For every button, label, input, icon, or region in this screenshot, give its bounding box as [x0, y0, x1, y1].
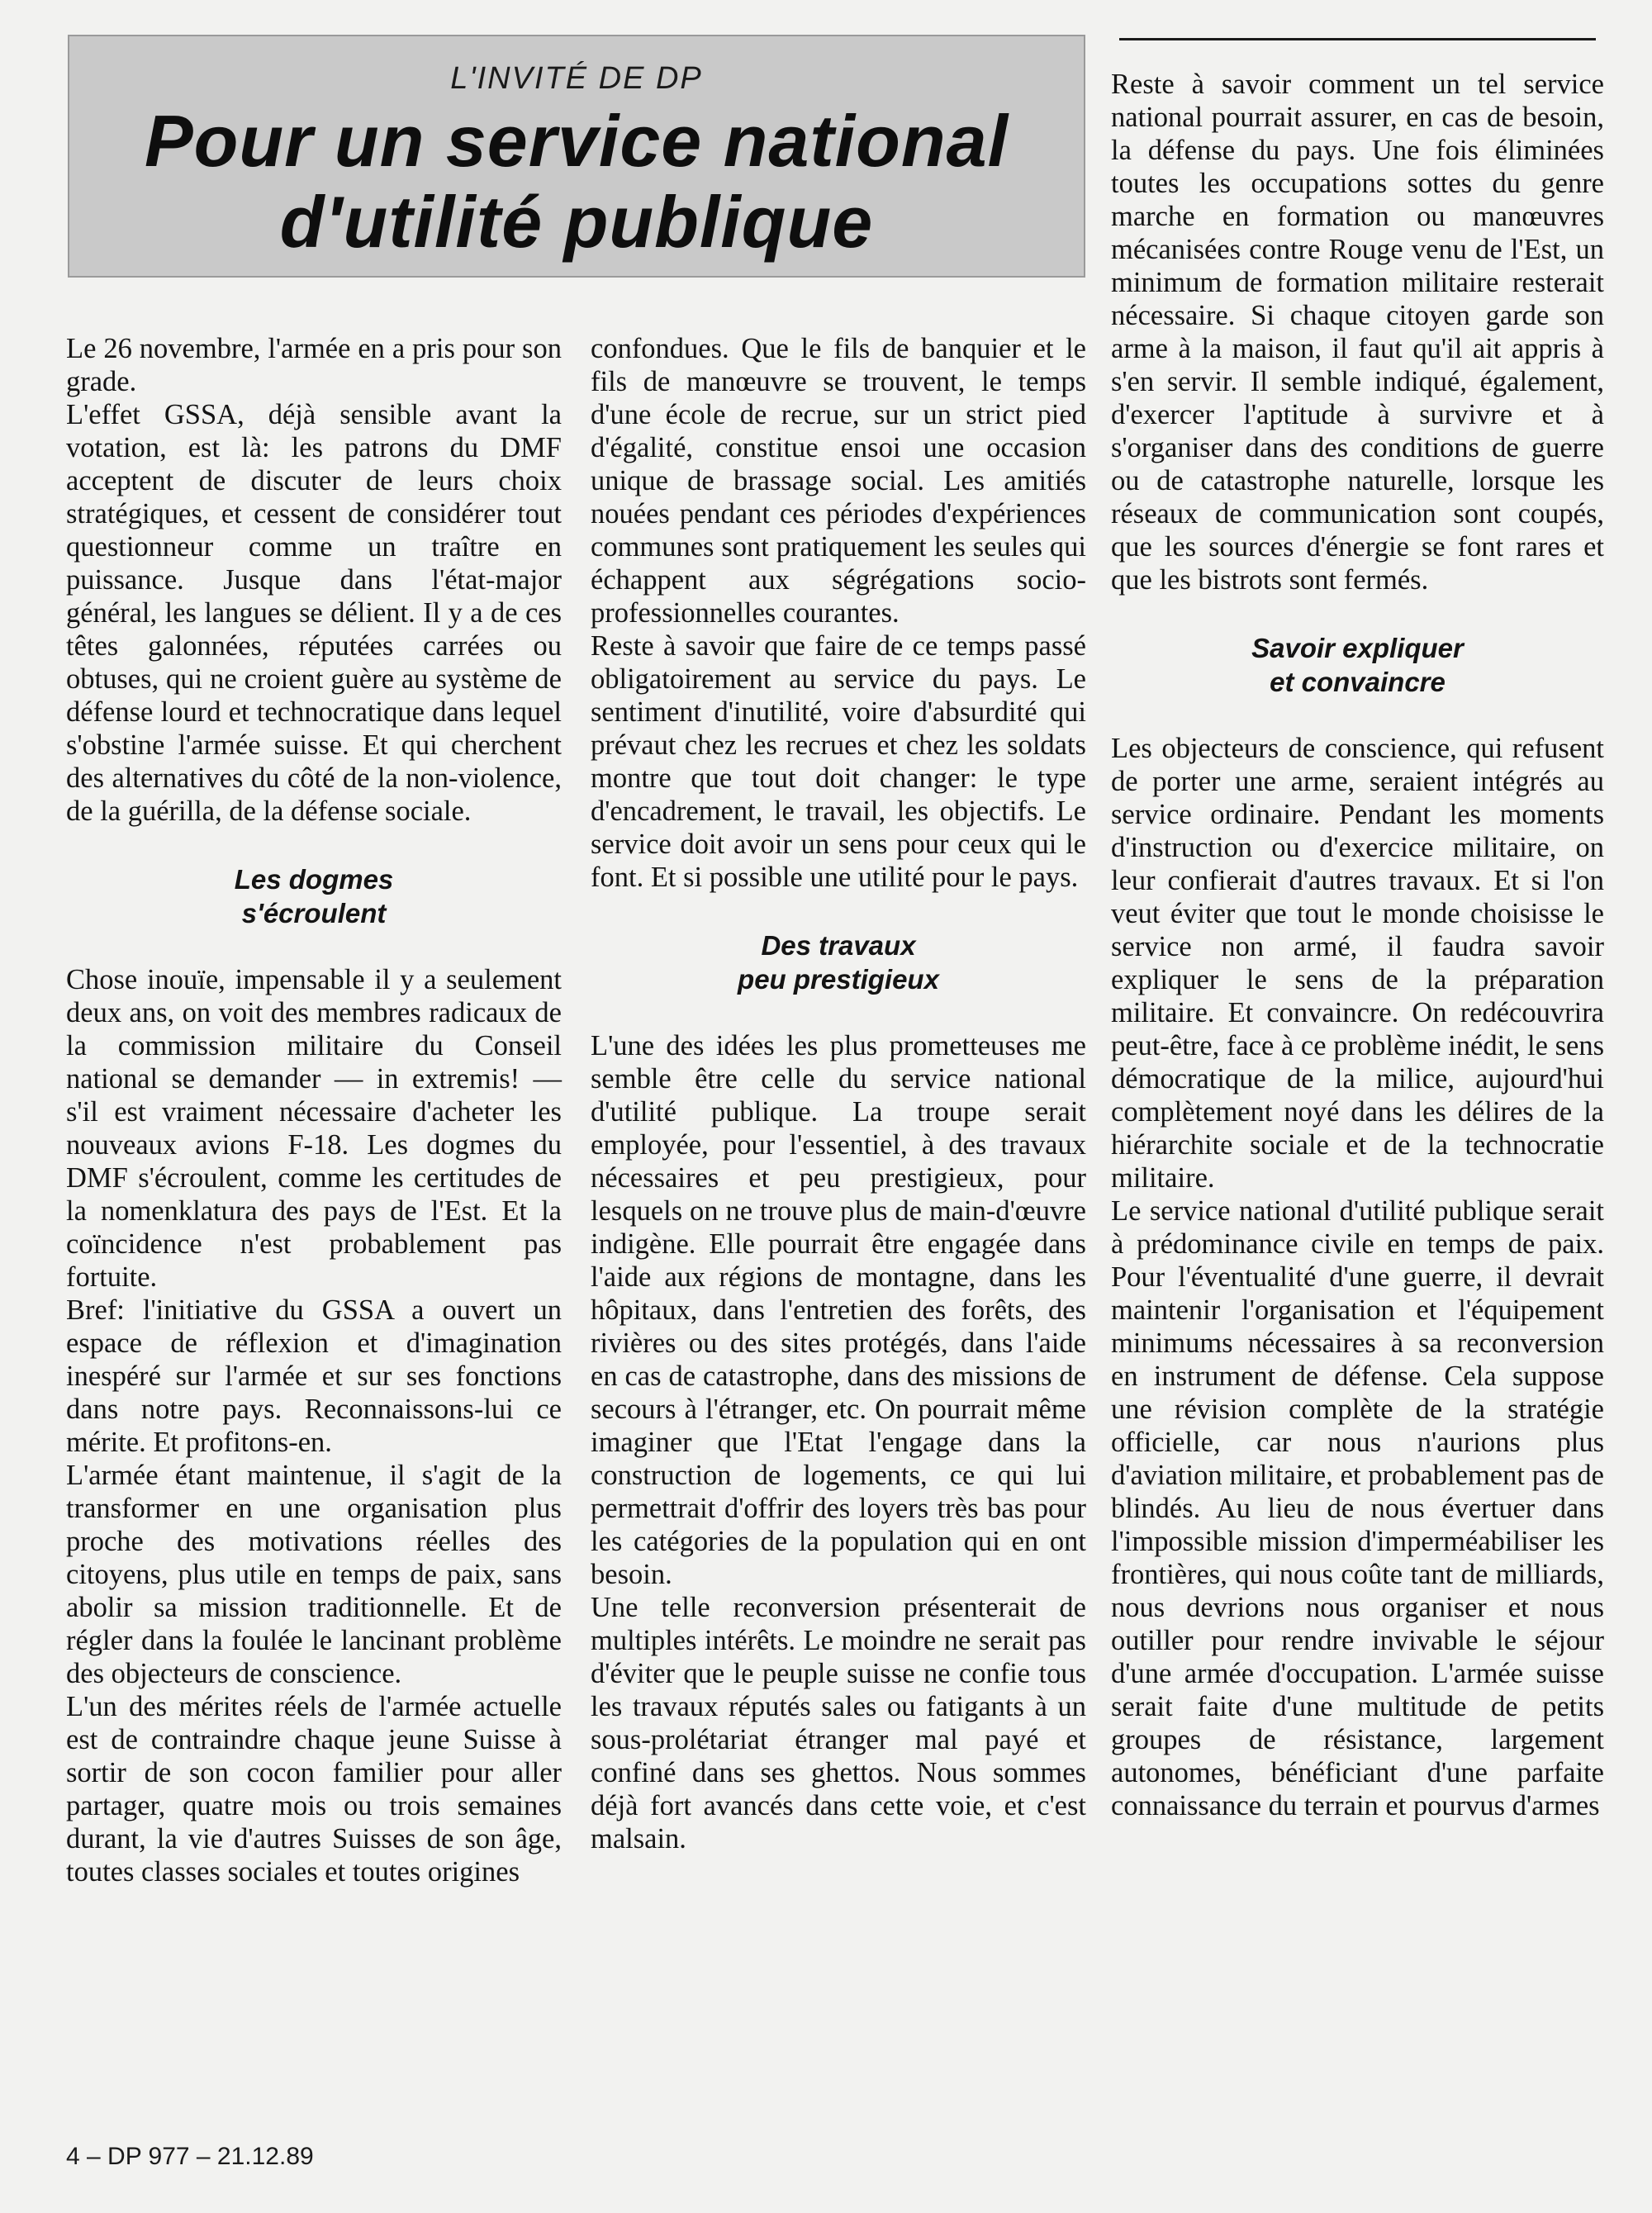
- paragraph: Les objecteurs de conscience, qui refusent de porter une arme, seraient intégrés au service ordinaire. Pendant les moments d'instruction ou d'exercice militaire, on leur confierait d'autres travaux. Et si l'on veut éviter que tout le monde choisisse le service non armé, il faudra savoir expliquer le sens de la préparation militaire. Et convaincre. On redécouvrira peut-être, face à ce problème inédit, le sens démocratique de la milice, aujourd'hui complètement noyé dans les délires de la hiérarchite sociale et de la technocratie militaire.: [1111, 733, 1604, 1194]
- page-footer: 4 – DP 977 – 21.12.89: [66, 2143, 314, 2170]
- subheading-les-dogmes: [66, 862, 562, 930]
- article-title-line-1: Pour un service national: [144, 100, 1009, 182]
- paragraph: L'effet GSSA, déjà sensible avant la votation, est là: les patrons du DMF acceptent de discuter de leurs choix stratégiques, et cessent de considérer tout questionneur comme un traître en puissance. Jusque dans l'état-major général, les langues se délient. Il y a de ces têtes galonnées, réputées carrées ou obtuses, qui ne croient guère au système de défense lourd et technocratique dans lequel s'obstine l'armée suisse. Et qui cherchent des alternatives du côté de la non-violence, de la guérilla, de la défense sociale.: [66, 399, 562, 827]
- paragraph: Une telle reconversion présenterait de multiples intérêts. Le moindre ne serait pas d'éviter que le peuple suisse ne confie tous les travaux réputés sales ou fatigants à un sous-prolétariat étranger mal payé et confiné dans ses ghettos. Nous sommes déjà fort avancés dans cette voie, et c'est malsain.: [591, 1592, 1086, 1854]
- article-column-3: [1111, 68, 1604, 1822]
- subheading-line: s'écroulent: [241, 898, 387, 928]
- article-title-line-2: d'utilité publique: [279, 181, 874, 263]
- paragraph: Reste à savoir que faire de ce temps passé obligatoirement au service du pays. Le sentiment d'inutilité, voire d'absurdité qui prévaut chez les recrues et chez les soldats montre que tout doit changer: le type d'encadrement, le travail, les objectifs. Le service doit avoir un sens pour ceux qui le font. Et si possible une utilité pour le pays.: [591, 630, 1086, 893]
- paragraph: Le service national d'utilité publique serait à prédominance civile en temps de paix. Pour l'éventualité d'une guerre, il devrait maintenir l'organisation et l'équipement minimums nécessaires à sa reconversion en instrument de défense. Cela suppose une révision complète de la stratégie officielle, car nous n'aurions plus d'aviation militaire, et probablement pas de blindés. Au lieu de nous évertuer dans l'impossible mission d'imperméabiliser les frontières, qui nous coûte tant de milliards, nous devrions nous organiser et nous outiller pour rendre invivable le séjour d'une armée d'occupation. L'armée suisse serait faite d'une multitude de petits groupes de résistance, largement autonomes, bénéficiant d'une parfaite connaissance du terrain et pourvus d'armes: [1111, 1195, 1604, 1821]
- subheading-des-travaux: [591, 928, 1086, 996]
- paragraph: L'une des idées les plus prometteuses me semble être celle du service national d'utilité publique. La troupe serait employée, pour l'essentiel, à des travaux nécessaires et peu prestigieux, pour lesquels on ne trouve plus de main-d'œuvre indigène. Elle pourrait être engagée dans l'aide aux régions de montagne, dans les hôpitaux, dans l'entretien des forêts, des rivières ou des sites protégés, dans l'aide en cas de catastrophe, dans des missions de secours à l'étranger, etc. On pourrait même imaginer que l'Etat l'engage dans la construction de logements, ce qui lui permettrait d'offrir des loyers très bas pour les catégories de la population qui en ont besoin.: [591, 1030, 1086, 1590]
- subheading-line: Les dogmes: [234, 864, 394, 895]
- paragraph: Le 26 novembre, l'armée en a pris pour son grade.: [66, 333, 562, 397]
- paragraph: confondues. Que le fils de banquier et le fils de manœuvre se trouvent, le temps d'une école de recrue, sur un strict pied d'égalité, constitue ensoi une occasion unique de brassage social. Les amitiés nouées pendant ces périodes d'expériences communes sont pratiquement les seules qui échappent aux ségrégations socio-professionnelles courantes.: [591, 333, 1086, 629]
- subheading-line: Savoir expliquer: [1251, 633, 1464, 663]
- paragraph: Reste à savoir comment un tel service national pourrait assurer, en cas de besoin, la défense du pays. Une fois éliminées toutes les occupations sottes du genre marche en formation ou manœuvres mécanisées contre Rouge venu de l'Est, un minimum de formation militaire resterait nécessaire. Si chaque citoyen garde son arme à la maison, il faut qu'il ait appris à s'en servir. Il semble indiqué, également, d'exercer l'aptitude à survivre et à s'organiser dans des conditions de guerre ou de catastrophe naturelle, lorsque les réseaux de communication sont coupés, que les sources d'énergie se font rares et que les bistrots sont fermés.: [1111, 69, 1604, 596]
- article-title: [69, 101, 1084, 263]
- column-top-rule: [1119, 38, 1596, 40]
- subheading-line: et convaincre: [1270, 667, 1446, 697]
- subheading-line: Des travaux: [761, 930, 916, 961]
- article-column-2: [591, 332, 1086, 1855]
- article-column-1: [66, 332, 562, 1888]
- title-banner: [68, 35, 1085, 278]
- subheading-savoir-expliquer: [1111, 631, 1604, 699]
- paragraph: L'armée étant maintenue, il s'agit de la transformer en une organisation plus proche des motivations réelles des citoyens, plus utile en temps de paix, sans abolir sa mission traditionnelle. Et de régler dans la foulée le lancinant problème des objecteurs de conscience.: [66, 1460, 562, 1689]
- paragraph: L'un des mérites réels de l'armée actuelle est de contraindre chaque jeune Suisse à sortir de son cocon familier pour aller partager, quatre mois ou trois semaines durant, la vie d'autres Suisses de son âge, toutes classes sociales et toutes origines: [66, 1691, 562, 1888]
- paragraph: Bref: l'initiative du GSSA a ouvert un espace de réflexion et d'imagination inespéré sur l'armée et sur ses fonctions dans notre pays. Reconnaissons-lui ce mérite. Et profitons-en.: [66, 1294, 562, 1458]
- subheading-line: peu prestigieux: [738, 964, 939, 995]
- paragraph: Chose inouïe, impensable il y a seulement deux ans, on voit des membres radicaux de la commission militaire du Conseil national se demander — in extremis! — s'il est vraiment nécessaire d'acheter les nouveaux avions F-18. Les dogmes du DMF s'écroulent, comme les certitudes de la nomenklatura des pays de l'Est. Et la coïncidence n'est probablement pas fortuite.: [66, 964, 562, 1293]
- section-kicker: L'INVITÉ DE DP: [450, 61, 703, 96]
